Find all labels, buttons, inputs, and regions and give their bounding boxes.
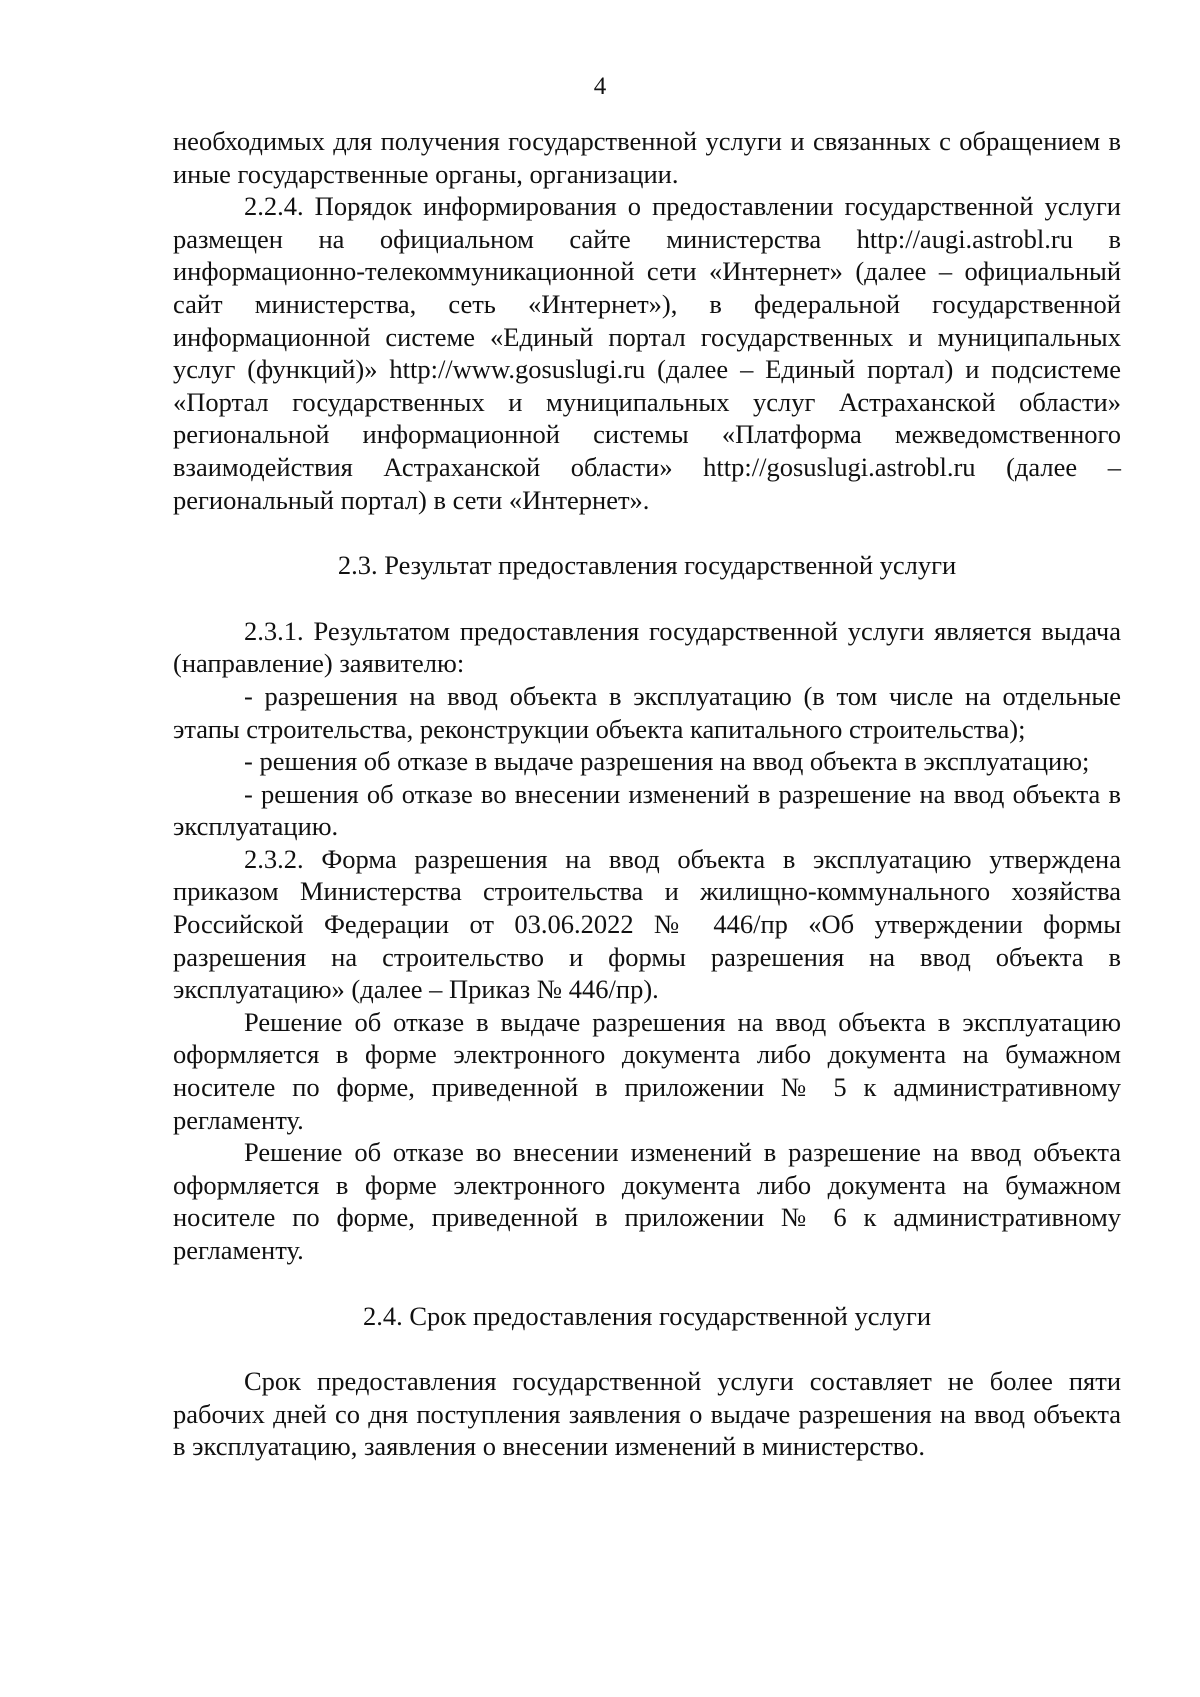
- section-heading-2-4: 2.4. Срок предоставления государственной услуги: [362, 1300, 932, 1331]
- list-item-refusal-issue: - решения об отказе в выдаче разрешения на ввод объекта в эксплуатацию;: [244, 746, 1090, 777]
- paragraph-2-2-4: 2.2.4. Порядок информирования о предоставлении государственной услуги размещен на официальном сайте министерства http://augi.astrobl.ru в информационно-телекоммуникационной сети «Интернет» (далее – официальный сайт министерства, сеть «Интернет»), в федеральной государственной информационной системе «Единый портал государственных и муниципальных услуг (функций)» http://www.gosuslugi.ru (далее – Единый портал) и подсистеме «Портал государственных и муниципальных услуг Астраханской области» региональной информационной системы «Платформа межведомственного взаимодействия Астраханской области» http://gosuslugi.astrobl.ru (далее – региональный портал) в сети «Интернет».: [173, 191, 1121, 515]
- paragraph-continuation: необходимых для получения государственной услуги и связанных с обращением в иные государственные органы, организации.: [173, 126, 1121, 189]
- page-number: 4: [593, 73, 607, 100]
- paragraph-2-3-1: 2.3.1. Результатом предоставления государственной услуги является выдача (направление) заявителю:: [173, 615, 1121, 679]
- list-item-refusal-changes: - решения об отказе во внесении изменений в разрешение на ввод объекта в эксплуатацию.: [173, 778, 1121, 842]
- document-body: [173, 125, 1121, 1463]
- section-heading-2-3: 2.3. Результат предоставления государственной услуги: [337, 550, 957, 581]
- paragraph-refusal-issue-form: Решение об отказе в выдаче разрешения на ввод объекта в эксплуатацию оформляется в форме электронного документа либо документа на бумажном носителе по форме, приведенной в приложении № 5 к административному регламенту.: [173, 1006, 1121, 1135]
- list-item-permit: - разрешения на ввод объекта в эксплуатацию (в том числе на отдельные этапы строительства, реконструкции объекта капитального строительства);: [173, 680, 1121, 744]
- paragraph-2-3-2: 2.3.2. Форма разрешения на ввод объекта в эксплуатацию утверждена приказом Министерства строительства и жилищно-коммунального хозяйства Российской Федерации от 03.06.2022 № 446/пр «Об утверждении формы разрешения на строительство и формы разрешения на ввод объекта в эксплуатацию» (далее – Приказ № 446/пр).: [173, 843, 1121, 1005]
- paragraph-refusal-changes-form: Решение об отказе во внесении изменений в разрешение на ввод объекта оформляется в форме электронного документа либо документа на бумажном носителе по форме, приведенной в приложении № 6 к административному регламенту.: [173, 1137, 1121, 1265]
- paragraph-service-term: Срок предоставления государственной услуги составляет не более пяти рабочих дней со дня поступления заявления о выдаче разрешения на ввод объекта в эксплуатацию, заявления о внесении изменений в министерство.: [173, 1366, 1121, 1462]
